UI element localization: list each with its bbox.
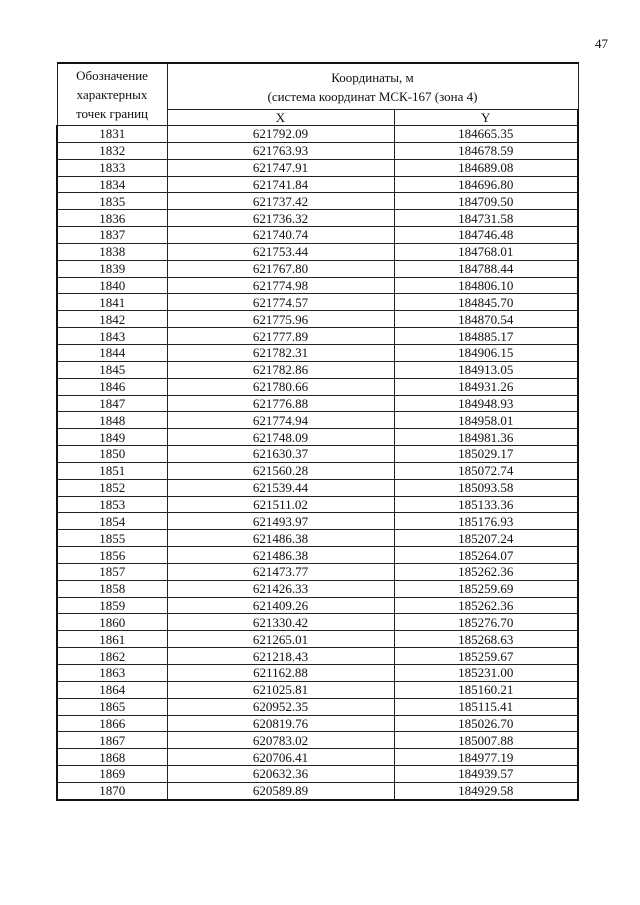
table-row bbox=[57, 412, 578, 429]
y-cell: 185160.21 bbox=[394, 681, 578, 698]
x-cell: 621763.93 bbox=[167, 142, 394, 159]
table-row bbox=[57, 563, 578, 580]
point-cell: 1849 bbox=[57, 429, 167, 446]
y-cell: 185072.74 bbox=[394, 462, 578, 479]
point-cell: 1853 bbox=[57, 496, 167, 513]
table-row bbox=[57, 614, 578, 631]
y-cell: 184885.17 bbox=[394, 328, 578, 345]
x-cell: 621775.96 bbox=[167, 311, 394, 328]
y-cell: 185259.69 bbox=[394, 580, 578, 597]
point-header-line: характерных bbox=[76, 87, 148, 102]
point-cell: 1870 bbox=[57, 782, 167, 799]
point-cell: 1868 bbox=[57, 749, 167, 766]
point-cell: 1846 bbox=[57, 378, 167, 395]
x-cell: 621218.43 bbox=[167, 648, 394, 665]
point-column-header bbox=[57, 63, 167, 126]
table-row bbox=[57, 142, 578, 159]
point-cell: 1842 bbox=[57, 311, 167, 328]
table-row bbox=[57, 732, 578, 749]
y-cell: 185207.24 bbox=[394, 530, 578, 547]
table-row bbox=[57, 530, 578, 547]
x-cell: 621780.66 bbox=[167, 378, 394, 395]
point-cell: 1840 bbox=[57, 277, 167, 294]
table-row bbox=[57, 513, 578, 530]
x-cell: 621539.44 bbox=[167, 479, 394, 496]
table-row bbox=[57, 294, 578, 311]
coordinates-header-line: Координаты, м bbox=[331, 69, 414, 85]
x-cell: 620632.36 bbox=[167, 766, 394, 783]
point-cell: 1834 bbox=[57, 176, 167, 193]
table-row bbox=[57, 429, 578, 446]
x-cell: 621162.88 bbox=[167, 665, 394, 682]
y-cell: 184906.15 bbox=[394, 344, 578, 361]
y-cell: 185231.00 bbox=[394, 665, 578, 682]
y-cell: 184958.01 bbox=[394, 412, 578, 429]
x-cell: 621748.09 bbox=[167, 429, 394, 446]
x-cell: 621630.37 bbox=[167, 446, 394, 463]
x-cell: 621792.09 bbox=[167, 126, 394, 143]
point-cell: 1845 bbox=[57, 361, 167, 378]
x-cell: 621774.98 bbox=[167, 277, 394, 294]
y-cell: 185268.63 bbox=[394, 631, 578, 648]
y-cell: 184709.50 bbox=[394, 193, 578, 210]
coordinates-header bbox=[167, 63, 578, 110]
point-cell: 1865 bbox=[57, 698, 167, 715]
table-row bbox=[57, 631, 578, 648]
y-cell: 184939.57 bbox=[394, 766, 578, 783]
x-cell: 621486.38 bbox=[167, 547, 394, 564]
y-cell: 184981.36 bbox=[394, 429, 578, 446]
point-cell: 1835 bbox=[57, 193, 167, 210]
table-body bbox=[57, 126, 578, 800]
table-row bbox=[57, 462, 578, 479]
point-cell: 1856 bbox=[57, 547, 167, 564]
y-cell: 185264.07 bbox=[394, 547, 578, 564]
point-cell: 1869 bbox=[57, 766, 167, 783]
x-cell: 621774.94 bbox=[167, 412, 394, 429]
table-header bbox=[57, 63, 578, 126]
x-cell: 621767.80 bbox=[167, 260, 394, 277]
x-cell: 620952.35 bbox=[167, 698, 394, 715]
table-row bbox=[57, 227, 578, 244]
point-cell: 1837 bbox=[57, 227, 167, 244]
x-cell: 621265.01 bbox=[167, 631, 394, 648]
table-row bbox=[57, 176, 578, 193]
point-cell: 1859 bbox=[57, 597, 167, 614]
x-cell: 621747.91 bbox=[167, 159, 394, 176]
table-row bbox=[57, 766, 578, 783]
x-cell: 621486.38 bbox=[167, 530, 394, 547]
point-header-line: Обозначение bbox=[76, 68, 148, 83]
point-cell: 1851 bbox=[57, 462, 167, 479]
x-cell: 621737.42 bbox=[167, 193, 394, 210]
table-row bbox=[57, 193, 578, 210]
table-row bbox=[57, 126, 578, 143]
point-cell: 1847 bbox=[57, 395, 167, 412]
y-cell: 184731.58 bbox=[394, 210, 578, 227]
point-cell: 1855 bbox=[57, 530, 167, 547]
x-cell: 621511.02 bbox=[167, 496, 394, 513]
x-column-header: X bbox=[167, 110, 394, 126]
table-row bbox=[57, 210, 578, 227]
y-cell: 184870.54 bbox=[394, 311, 578, 328]
table-row bbox=[57, 479, 578, 496]
table-row bbox=[57, 681, 578, 698]
y-cell: 185093.58 bbox=[394, 479, 578, 496]
y-cell: 185133.36 bbox=[394, 496, 578, 513]
point-cell: 1841 bbox=[57, 294, 167, 311]
point-cell: 1844 bbox=[57, 344, 167, 361]
point-cell: 1858 bbox=[57, 580, 167, 597]
point-cell: 1832 bbox=[57, 142, 167, 159]
table-row bbox=[57, 715, 578, 732]
table-row bbox=[57, 260, 578, 277]
point-cell: 1836 bbox=[57, 210, 167, 227]
table-row bbox=[57, 698, 578, 715]
y-cell: 184845.70 bbox=[394, 294, 578, 311]
y-cell: 185026.70 bbox=[394, 715, 578, 732]
y-cell: 184746.48 bbox=[394, 227, 578, 244]
table-row bbox=[57, 597, 578, 614]
point-cell: 1857 bbox=[57, 563, 167, 580]
x-cell: 621560.28 bbox=[167, 462, 394, 479]
y-cell: 184806.10 bbox=[394, 277, 578, 294]
point-cell: 1866 bbox=[57, 715, 167, 732]
y-cell: 184678.59 bbox=[394, 142, 578, 159]
point-cell: 1860 bbox=[57, 614, 167, 631]
x-cell: 620783.02 bbox=[167, 732, 394, 749]
table-row bbox=[57, 277, 578, 294]
y-cell: 184977.19 bbox=[394, 749, 578, 766]
x-cell: 621776.88 bbox=[167, 395, 394, 412]
point-cell: 1839 bbox=[57, 260, 167, 277]
table-row bbox=[57, 446, 578, 463]
x-cell: 620706.41 bbox=[167, 749, 394, 766]
x-cell: 621736.32 bbox=[167, 210, 394, 227]
y-cell: 184948.93 bbox=[394, 395, 578, 412]
coordinates-header-line: (система координат МСК-167 (зона 4) bbox=[267, 88, 478, 104]
y-column-header: Y bbox=[394, 110, 578, 126]
point-cell: 1843 bbox=[57, 328, 167, 345]
x-cell: 621740.74 bbox=[167, 227, 394, 244]
y-cell: 184665.35 bbox=[394, 126, 578, 143]
x-cell: 621774.57 bbox=[167, 294, 394, 311]
x-cell: 620819.76 bbox=[167, 715, 394, 732]
y-cell: 184768.01 bbox=[394, 243, 578, 260]
point-cell: 1863 bbox=[57, 665, 167, 682]
point-cell: 1864 bbox=[57, 681, 167, 698]
table-row bbox=[57, 311, 578, 328]
point-cell: 1862 bbox=[57, 648, 167, 665]
y-cell: 185262.36 bbox=[394, 563, 578, 580]
x-cell: 621330.42 bbox=[167, 614, 394, 631]
table-row bbox=[57, 496, 578, 513]
table-row bbox=[57, 243, 578, 260]
table-row bbox=[57, 547, 578, 564]
x-cell: 621741.84 bbox=[167, 176, 394, 193]
x-cell: 621782.31 bbox=[167, 344, 394, 361]
y-cell: 184929.58 bbox=[394, 782, 578, 799]
y-cell: 184913.05 bbox=[394, 361, 578, 378]
x-cell: 620589.89 bbox=[167, 782, 394, 799]
point-cell: 1833 bbox=[57, 159, 167, 176]
y-cell: 184689.08 bbox=[394, 159, 578, 176]
point-cell: 1854 bbox=[57, 513, 167, 530]
table-row bbox=[57, 782, 578, 799]
x-cell: 621777.89 bbox=[167, 328, 394, 345]
x-cell: 621753.44 bbox=[167, 243, 394, 260]
table-row bbox=[57, 344, 578, 361]
y-cell: 184696.80 bbox=[394, 176, 578, 193]
point-header-line: точек границ bbox=[75, 106, 149, 121]
x-cell: 621426.33 bbox=[167, 580, 394, 597]
table-row bbox=[57, 378, 578, 395]
point-cell: 1861 bbox=[57, 631, 167, 648]
x-cell: 621473.77 bbox=[167, 563, 394, 580]
table-row bbox=[57, 361, 578, 378]
y-cell: 185029.17 bbox=[394, 446, 578, 463]
point-cell: 1838 bbox=[57, 243, 167, 260]
x-cell: 621409.26 bbox=[167, 597, 394, 614]
coordinates-table bbox=[56, 62, 579, 801]
y-cell: 184931.26 bbox=[394, 378, 578, 395]
y-cell: 185276.70 bbox=[394, 614, 578, 631]
y-cell: 185176.93 bbox=[394, 513, 578, 530]
page-number: 47 bbox=[595, 36, 608, 51]
point-cell: 1831 bbox=[57, 126, 167, 143]
table-row bbox=[57, 580, 578, 597]
table-row bbox=[57, 395, 578, 412]
y-cell: 185115.41 bbox=[394, 698, 578, 715]
table-row bbox=[57, 648, 578, 665]
x-cell: 621782.86 bbox=[167, 361, 394, 378]
point-cell: 1848 bbox=[57, 412, 167, 429]
point-cell: 1850 bbox=[57, 446, 167, 463]
y-cell: 185262.36 bbox=[394, 597, 578, 614]
x-cell: 621025.81 bbox=[167, 681, 394, 698]
table-row bbox=[57, 328, 578, 345]
point-cell: 1852 bbox=[57, 479, 167, 496]
y-cell: 184788.44 bbox=[394, 260, 578, 277]
point-cell: 1867 bbox=[57, 732, 167, 749]
table-row bbox=[57, 749, 578, 766]
x-cell: 621493.97 bbox=[167, 513, 394, 530]
table-row bbox=[57, 159, 578, 176]
table-row bbox=[57, 665, 578, 682]
y-cell: 185259.67 bbox=[394, 648, 578, 665]
y-cell: 185007.88 bbox=[394, 732, 578, 749]
